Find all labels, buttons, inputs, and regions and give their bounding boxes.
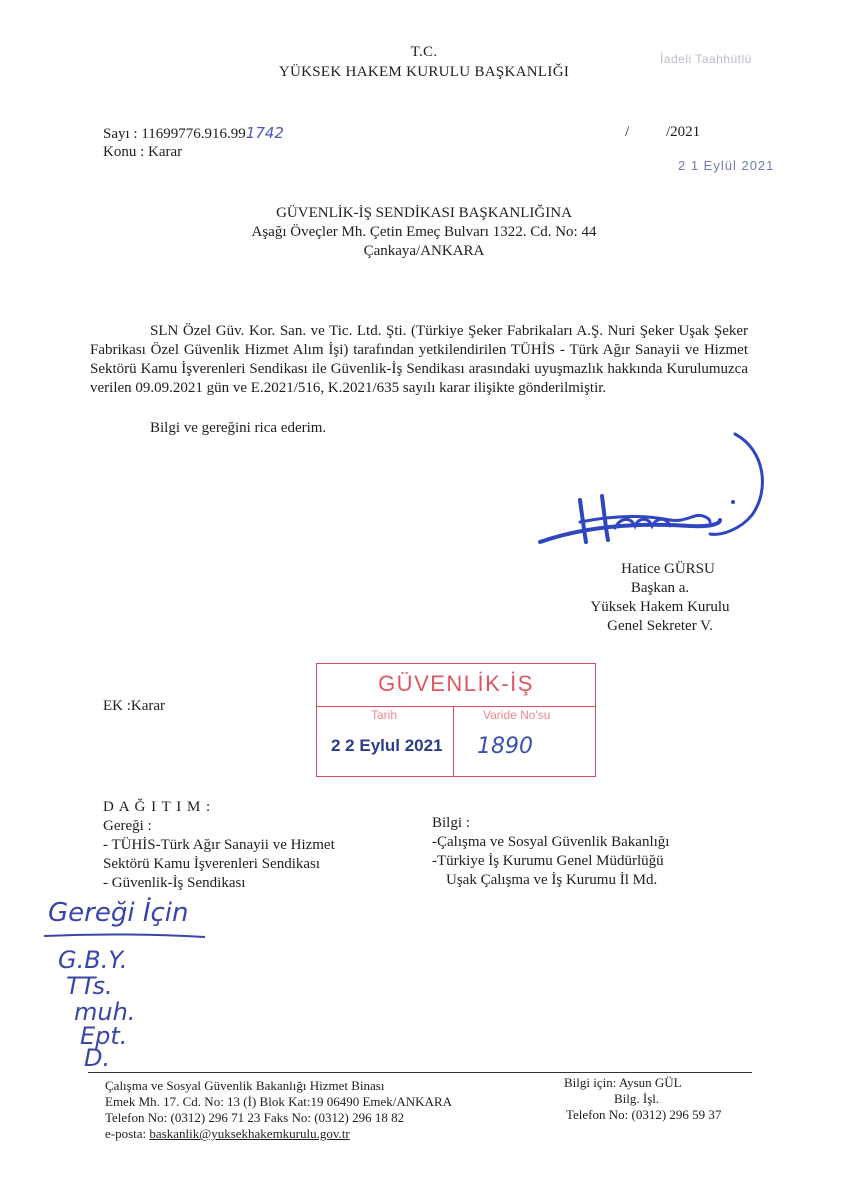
- footer-building: Çalışma ve Sosyal Güvenlik Bakanlığı Hizmet Binası: [105, 1078, 385, 1093]
- body-paragraph: SLN Özel Güv. Kor. San. ve Tic. Ltd. Şti. (Türkiye Şeker Fabrikaları A.Ş. Nuri Şeker Uşak Şeker Fabrikası Özel Güvenlik Hizmet Alım İşi) tarafından yetkilendirilen TÜHİS - Türk Ağır Sanayii ve Hizmet Sektörü Kamu İşverenleri Sendikası ile Güvenlik-İş Sendikası arasındaki uyuşmazlık hakkında Kurulumuzca verilen 09.09.2021 gün ve E.2021/516, K.2021/635 sayılı karar ilişikte gönderilmiştir.: [90, 323, 748, 396]
- header-institution: YÜKSEK HAKEM KURULU BAŞKANLIĞI: [278, 64, 570, 80]
- konu-row: [103, 144, 182, 161]
- signer-title-1: Başkan a.: [630, 580, 690, 596]
- distribution-right-item: -Çalışma ve Sosyal Güvenlik Bakanlığı: [432, 834, 670, 850]
- header-tc: T.C.: [410, 44, 438, 60]
- received-stamp-number-label: Varide No'su: [483, 708, 551, 722]
- footer-email-label: e-posta:: [105, 1126, 147, 1141]
- signature-block: [560, 560, 760, 636]
- distribution-left-item: - TÜHİS-Türk Ağır Sanayii ve Hizmet: [103, 837, 335, 853]
- handwritten-note: muh.: [74, 998, 136, 1026]
- date-year: /2021: [666, 124, 701, 140]
- sayi-value: : 11699776.916.99: [133, 126, 246, 142]
- distribution-right-item: Uşak Çalışma ve İş Kurumu İl Md.: [446, 872, 658, 888]
- footer-address: Emek Mh. 17. Cd. No: 13 (İ) Blok Kat:19 06490 Emek/ANKARA: [105, 1094, 453, 1109]
- footer-phone: Telefon No: (0312) 296 71 23 Faks No: (0312) 296 18 82: [105, 1110, 405, 1125]
- signer-title-3: Genel Sekreter V.: [607, 618, 713, 634]
- addressee-block: [0, 204, 848, 261]
- handwritten-note: Gereği İçin: [48, 898, 189, 928]
- attachment-row: [103, 698, 165, 715]
- distribution-right-heading: Bilgi :: [432, 815, 470, 831]
- handwritten-underline: [40, 930, 210, 942]
- footer-contact: [105, 1078, 452, 1142]
- date-slash: /: [625, 124, 630, 140]
- sayi-label: Sayı: [103, 126, 130, 142]
- distribution-left-heading: Gereği :: [103, 818, 152, 834]
- handwritten-note: G.B.Y.: [58, 946, 128, 974]
- konu-value: : Karar: [140, 144, 183, 160]
- addressee-name: GÜVENLİK-İŞ SENDİKASI BAŞKANLIĞINA: [276, 205, 572, 221]
- sayi-row: [103, 124, 284, 143]
- received-stamp-column-divider: [453, 706, 454, 776]
- body-closing: Bilgi ve gereğini rica ederim.: [150, 420, 327, 436]
- received-stamp-org: GÜVENLİK-İŞ: [378, 671, 534, 696]
- signature-scribble: [520, 430, 780, 570]
- received-stamp-divider: [317, 706, 595, 707]
- received-stamp-date-label: Tarih: [371, 708, 398, 722]
- footer-info-phone: Telefon No: (0312) 296 59 37: [566, 1107, 722, 1122]
- handwritten-note: TTs.: [66, 972, 113, 1000]
- footer-email-link[interactable]: baskanlik@yuksekhakemkurulu.gov.tr: [149, 1126, 350, 1141]
- distribution-right-item: -Türkiye İş Kurumu Genel Müdürlüğü: [432, 853, 664, 869]
- addressee-street: Aşağı Öveçler Mh. Çetin Emeç Bulvarı 1322. Cd. No: 44: [251, 224, 597, 240]
- footer-info-contact: Bilgi için: Aysun GÜL: [564, 1075, 682, 1090]
- incoming-date-stamp: 2 1 Eylül 2021: [678, 158, 775, 173]
- signer-title-2: Yüksek Hakem Kurulu: [590, 599, 730, 615]
- registered-mail-stamp: İadeli Taahhütlü: [660, 52, 752, 66]
- footer-email-row: [105, 1126, 452, 1142]
- addressee-city: Çankaya/ANKARA: [363, 243, 485, 259]
- signer-name: Hatice GÜRSU: [621, 561, 715, 577]
- konu-label: Konu: [103, 144, 137, 160]
- footer-info: [560, 1075, 760, 1123]
- attachment-label: EK: [103, 698, 123, 714]
- distribution-left: [103, 817, 335, 893]
- handwritten-note: D.: [84, 1044, 111, 1072]
- distribution-right: [432, 814, 669, 890]
- distribution-title: D A Ğ I T I M :: [103, 799, 212, 815]
- footer-divider: [88, 1072, 752, 1073]
- received-stamp-number: 1890: [477, 734, 533, 759]
- attachment-value: :Karar: [126, 698, 166, 714]
- sayi-handwritten-number: 1742: [245, 124, 284, 142]
- footer-info-unit: Bilg. İşl.: [614, 1091, 660, 1106]
- distribution-left-item: - Güvenlik-İş Sendikası: [103, 875, 246, 891]
- received-stamp: [316, 663, 596, 777]
- handwritten-note: Ept.: [80, 1022, 128, 1050]
- distribution-left-item: Sektörü Kamu İşverenleri Sendikası: [103, 856, 321, 872]
- received-stamp-date: 2 2 Eylul 2021: [331, 736, 443, 755]
